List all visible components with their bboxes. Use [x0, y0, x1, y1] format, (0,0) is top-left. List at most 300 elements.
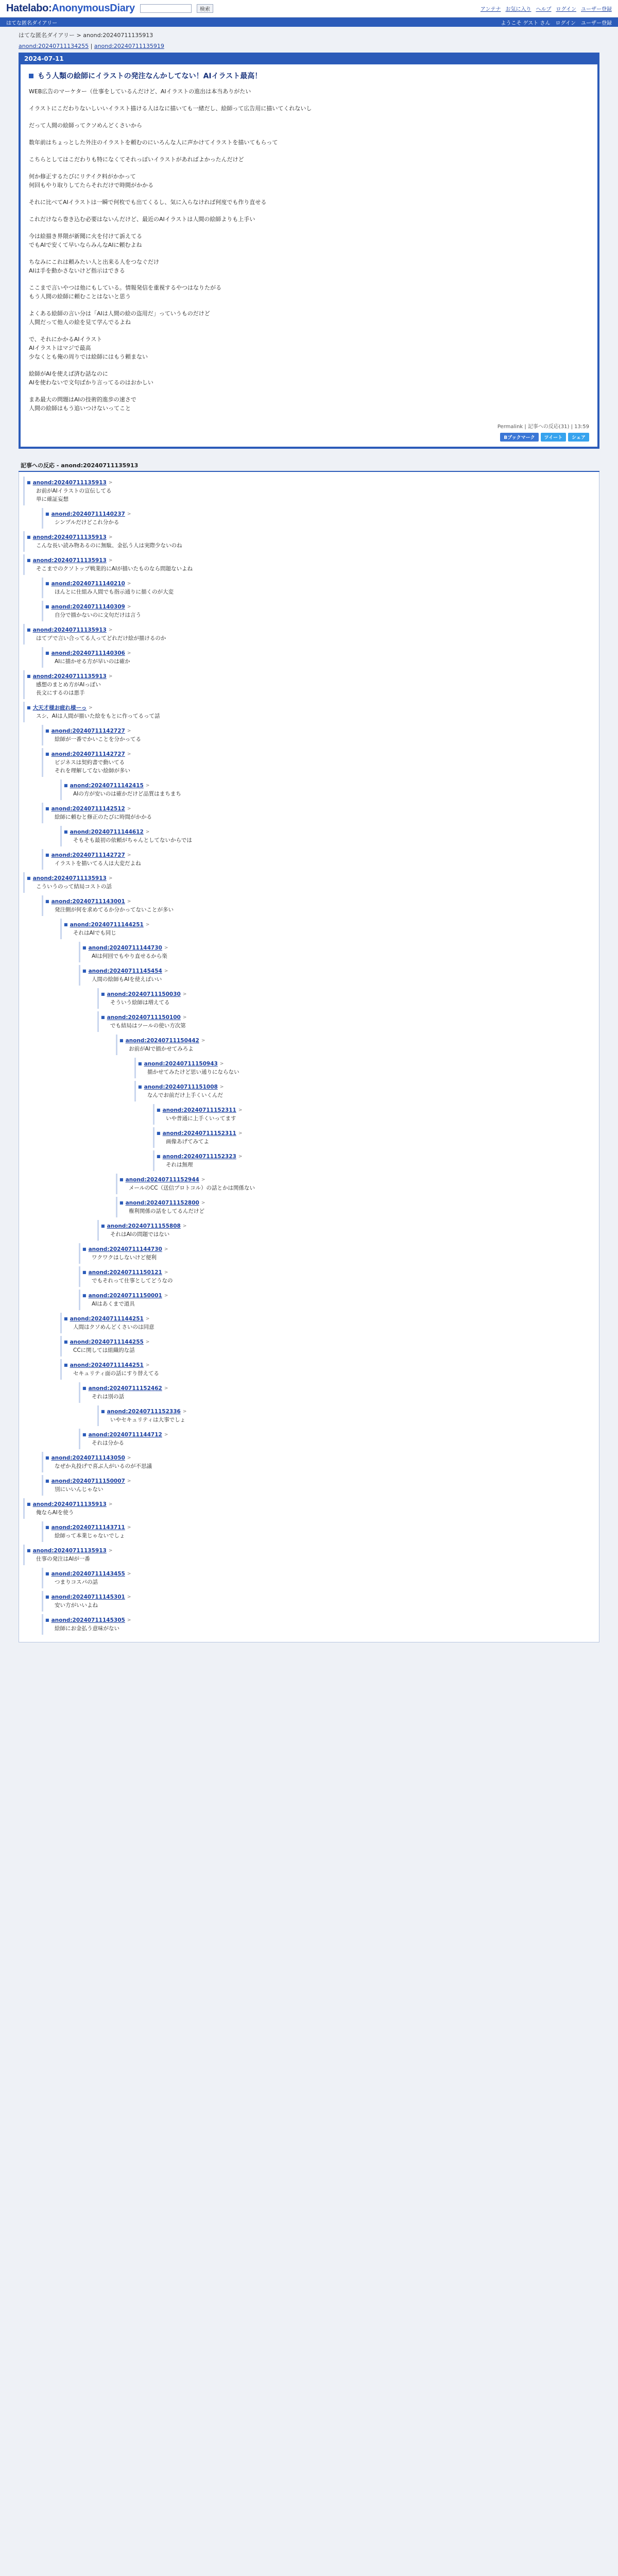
reply-arrow-icon[interactable]: > — [127, 1595, 131, 1600]
comment-text — [64, 1323, 595, 1331]
comment — [79, 1429, 595, 1449]
entry-date: 2024-07-11 — [19, 53, 599, 64]
comment-text — [45, 1624, 595, 1633]
entry-paragraph — [29, 121, 589, 130]
comment-line: シンプルだけどこれ分かる — [55, 519, 119, 526]
comment-header — [45, 1616, 595, 1624]
comment-link[interactable]: anond:20240711144251 — [70, 1362, 144, 1368]
reply-arrow-icon[interactable]: > — [164, 1386, 168, 1391]
comment-text — [82, 952, 595, 960]
reply-arrow-icon[interactable]: > — [89, 705, 93, 710]
comment — [116, 1197, 595, 1217]
reply-arrow-icon[interactable]: > — [127, 1525, 131, 1530]
comment-square-icon: ■ — [45, 806, 49, 811]
comment — [23, 1498, 595, 1519]
comment-square-icon: ■ — [45, 512, 49, 516]
comment-square-icon: ■ — [138, 1061, 142, 1066]
comment-text — [27, 1555, 595, 1563]
reply-arrow-icon[interactable]: > — [127, 651, 131, 656]
comment-link[interactable]: anond:20240711135913 — [32, 557, 107, 564]
reply-arrow-icon[interactable]: > — [127, 899, 131, 904]
welcome-text: ようこそ ゲスト さん — [501, 20, 551, 26]
reply-arrow-icon[interactable]: > — [238, 1131, 243, 1136]
comment — [42, 578, 595, 598]
comment-text — [101, 998, 595, 1007]
reply-arrow-icon[interactable]: > — [108, 628, 113, 633]
comment-square-icon: ■ — [45, 899, 49, 904]
comment-link[interactable]: anond:20240711150442 — [125, 1038, 199, 1044]
comment-line: でもそれって仕事としてどうなの — [92, 1278, 173, 1284]
comment-header — [119, 1176, 595, 1184]
comment-header — [82, 1292, 595, 1300]
entry-text — [29, 87, 589, 413]
comment-header — [82, 944, 595, 952]
comment-header — [45, 805, 595, 813]
comment-link[interactable]: anond:20240711142727 — [51, 751, 125, 757]
entry-line: 今は絵描き界隈が新聞に火を付けて訴えてる — [29, 233, 142, 240]
comment-link[interactable]: anond:20240711140237 — [51, 511, 125, 517]
reply-arrow-icon[interactable]: > — [108, 1548, 113, 1553]
comment-square-icon: ■ — [45, 1525, 49, 1530]
comment — [23, 554, 595, 575]
comment — [97, 1405, 595, 1426]
comment-square-icon: ■ — [45, 1595, 49, 1599]
comment-link[interactable]: anond:20240711144251 — [70, 922, 144, 928]
comment-square-icon: ■ — [82, 1386, 87, 1391]
comment-line: AIは何回でもやり直せるから楽 — [92, 953, 167, 959]
reply-arrow-icon[interactable]: > — [164, 1432, 168, 1437]
comment-header — [82, 1268, 595, 1277]
comment-header — [138, 1083, 595, 1091]
reply-arrow-icon[interactable]: > — [127, 853, 131, 858]
comment-header — [45, 649, 595, 657]
comment-line: ビジネスは契約書で動いてる — [55, 759, 125, 766]
comment-line: セキュリティ面の話にすり替えてる — [73, 1370, 159, 1377]
entry-paragraph — [29, 198, 589, 207]
comment — [42, 1452, 595, 1472]
comment-header — [45, 727, 595, 735]
comment-header — [45, 510, 595, 518]
comment-link[interactable]: anond:20240711152323 — [162, 1154, 236, 1160]
comment-square-icon: ■ — [45, 604, 49, 609]
comment-link[interactable]: anond:20240711152311 — [162, 1130, 236, 1137]
comment-header — [82, 967, 595, 975]
reply-arrow-icon[interactable]: > — [127, 1479, 131, 1484]
comment-line: 人間はクソめんどくさいのは同意 — [73, 1324, 154, 1330]
entry-body — [19, 64, 599, 448]
comment-square-icon: ■ — [27, 674, 31, 679]
reply-arrow-icon[interactable]: > — [127, 512, 131, 517]
reply-arrow-icon[interactable]: > — [182, 1015, 187, 1020]
reply-arrow-icon[interactable]: > — [127, 1618, 131, 1623]
comment-link[interactable]: anond:20240711150100 — [107, 1014, 181, 1021]
comment-text — [45, 906, 595, 914]
entry-paragraph — [29, 215, 589, 224]
entry-line: 何回もやり取りしてたらそれだけで時間がかかる — [29, 182, 153, 189]
reply-arrow-icon[interactable]: > — [145, 1363, 150, 1368]
comment-line: それは無理 — [166, 1162, 193, 1168]
entry — [19, 53, 599, 449]
comment-link[interactable]: anond:20240711152462 — [88, 1385, 162, 1392]
comment — [60, 1336, 595, 1357]
comment-line: でも結局はツールの使い方次第 — [110, 1023, 186, 1029]
comment-line: 絵師に頼むと修正のたびに時間がかかる — [55, 814, 152, 820]
comment-text — [119, 1184, 595, 1192]
comment-square-icon: ■ — [27, 558, 31, 563]
comment-link[interactable]: anond:20240711135913 — [32, 1501, 107, 1507]
comment-link[interactable]: anond:20240711135913 — [32, 534, 107, 540]
comment-header — [64, 921, 595, 929]
comment-square-icon: ■ — [119, 1038, 124, 1043]
comment-line: お前がAIで描かせてみろよ — [129, 1046, 194, 1052]
comment-text — [64, 1369, 595, 1378]
comment — [153, 1150, 595, 1171]
comment-line: そこまでのクソトップ戦業的にAIが描いたものなら問題ないよね — [36, 566, 193, 572]
comment-link[interactable]: anond:20240711152311 — [162, 1107, 236, 1113]
comment-link[interactable]: anond:20240711135913 — [32, 627, 107, 633]
entry-paragraph — [29, 258, 589, 275]
comment-square-icon: ■ — [101, 1015, 105, 1020]
entry-paragraph — [29, 395, 589, 413]
logo-part-1: Hatelabo: — [6, 3, 52, 14]
comment-link[interactable]: 大天才様お疲れ様ーっ — [32, 705, 87, 711]
next-entry-link[interactable]: anond:20240711135919 — [94, 43, 164, 49]
top-link-login[interactable]: ログイン — [556, 7, 576, 12]
comment-line: こういうのって結局コストの話 — [36, 884, 112, 890]
comment-line: いやセキュリティは大事でしょ — [110, 1417, 185, 1423]
comment-square-icon: ■ — [138, 1084, 142, 1089]
comment-square-icon: ■ — [119, 1177, 124, 1182]
entry-footer — [29, 421, 589, 430]
entry-paragraph — [29, 335, 589, 361]
comment-square-icon: ■ — [45, 1455, 49, 1460]
share-buttons — [29, 433, 589, 442]
comment — [42, 1568, 595, 1588]
comment-text — [45, 758, 595, 775]
reply-arrow-icon[interactable]: > — [201, 1038, 205, 1043]
comment-link[interactable]: anond:20240711143455 — [51, 1571, 125, 1577]
subbar-login[interactable]: ログイン — [555, 20, 576, 26]
reply-arrow-icon[interactable]: > — [238, 1108, 243, 1113]
comment-link[interactable]: anond:20240711150030 — [107, 991, 181, 997]
reply-arrow-icon[interactable]: > — [201, 1200, 205, 1206]
comment-square-icon: ■ — [27, 876, 31, 880]
comment-link[interactable]: anond:20240711142727 — [51, 852, 125, 858]
comment-line: AIの方が安いのは確かだけど品質はまちまち — [73, 791, 181, 797]
reply-arrow-icon[interactable]: > — [182, 1224, 187, 1229]
comment-link[interactable]: anond:20240711142512 — [51, 806, 125, 812]
comment — [42, 647, 595, 668]
comment-link[interactable]: anond:20240711142415 — [70, 783, 144, 789]
comment-text — [27, 634, 595, 642]
comment-header — [27, 672, 595, 681]
comment-square-icon: ■ — [82, 1432, 87, 1437]
references-list — [19, 472, 599, 1642]
comment-text — [82, 1300, 595, 1308]
comment — [23, 872, 595, 893]
reply-arrow-icon[interactable]: > — [108, 876, 113, 881]
comment-header — [45, 750, 595, 758]
reply-arrow-icon[interactable]: > — [145, 922, 150, 927]
comment-link[interactable]: anond:20240711155808 — [107, 1223, 181, 1229]
comment-text — [82, 1277, 595, 1285]
comment-header — [45, 897, 595, 906]
comment-square-icon: ■ — [119, 1200, 124, 1205]
comment — [42, 1521, 595, 1542]
comment-line: こんな長い読み物あるのに無駄、金払う人は実際少ないのね — [36, 543, 182, 549]
comment — [60, 1313, 595, 1333]
comment-line: つまりコスパの話 — [55, 1579, 98, 1585]
reply-arrow-icon[interactable]: > — [164, 969, 168, 974]
reply-arrow-icon[interactable]: > — [127, 1571, 131, 1577]
comment-square-icon: ■ — [64, 922, 68, 927]
comment-link[interactable]: anond:20240711150943 — [144, 1061, 218, 1067]
comment-square-icon: ■ — [45, 1571, 49, 1576]
top-link-favorites[interactable]: お気に入り — [505, 7, 531, 12]
comment-link[interactable]: anond:20240711144730 — [88, 1246, 162, 1252]
comment-line: 絵師が一番でかいことを分かってる — [55, 736, 141, 742]
reply-arrow-icon[interactable]: > — [108, 535, 113, 540]
reply-arrow-icon[interactable]: > — [145, 829, 150, 835]
comment-square-icon: ■ — [27, 705, 31, 710]
reply-arrow-icon[interactable]: > — [164, 945, 168, 951]
comment-text — [101, 1230, 595, 1239]
comment-line: 絵師にお金払う意味がない — [55, 1625, 119, 1632]
comment-link[interactable]: anond:20240711144730 — [88, 945, 162, 951]
reply-arrow-icon[interactable]: > — [127, 1455, 131, 1461]
comment-header — [64, 1361, 595, 1369]
comment-square-icon: ■ — [45, 1479, 49, 1483]
reply-arrow-icon[interactable]: > — [145, 1340, 150, 1345]
comment-header — [27, 1547, 595, 1555]
comment-link[interactable]: anond:20240711135913 — [32, 480, 107, 486]
comment-header — [45, 1570, 595, 1578]
tweet-button[interactable]: ツイート — [541, 433, 566, 442]
search-button[interactable]: 検索 — [197, 4, 213, 13]
comment-link[interactable]: anond:20240711135913 — [32, 875, 107, 882]
entry-line: 人間の絵師はもう追いつけないってこと — [29, 405, 131, 412]
entry-paragraph — [29, 104, 589, 113]
subbar-register[interactable]: ユーザー登録 — [581, 20, 612, 26]
comment-link[interactable]: anond:20240711152944 — [125, 1177, 199, 1183]
comment-link[interactable]: anond:20240711135913 — [32, 1548, 107, 1554]
comment-link[interactable]: anond:20240711142727 — [51, 728, 125, 734]
reply-arrow-icon[interactable]: > — [164, 1293, 168, 1298]
comment-link[interactable]: anond:20240711144712 — [88, 1432, 162, 1438]
comment-line: CCに関しては組織的な話 — [73, 1347, 135, 1353]
comment-link[interactable]: anond:20240711150121 — [88, 1269, 162, 1276]
comment-text — [45, 588, 595, 596]
comment-header — [27, 479, 595, 487]
comment-link[interactable]: anond:20240711152800 — [125, 1200, 199, 1206]
comment — [116, 1174, 595, 1194]
comment-link[interactable]: anond:20240711143711 — [51, 1524, 125, 1531]
bookmark-button[interactable]: Bブックマーク — [500, 433, 538, 442]
comment — [97, 988, 595, 1009]
comment-link[interactable]: anond:20240711145454 — [88, 968, 162, 974]
reply-arrow-icon[interactable]: > — [164, 1247, 168, 1252]
comment-line: ワクワクはしないけど便利 — [92, 1255, 157, 1261]
entry-line: ちなみにこれは頼みたい人と出来る人をつなぐだけ — [29, 259, 159, 265]
comment-line: 人間の絵師もAIを使えばいい — [92, 976, 162, 982]
comment-text — [27, 1509, 595, 1517]
entry-line: それに比べてAIイラストは一瞬で何枚でも出てくるし、気に入らなければ何度でも作り直せる — [29, 199, 267, 206]
comment-header — [64, 1315, 595, 1323]
entry-paragraph — [29, 155, 589, 164]
comment-square-icon: ■ — [82, 969, 87, 973]
comment-link[interactable]: anond:20240711143050 — [51, 1455, 125, 1461]
comment-line: AIはあくまで道具 — [92, 1301, 135, 1307]
comment-header — [157, 1106, 595, 1114]
comment-square-icon: ■ — [64, 1363, 68, 1367]
entry-line: ここまで言いやつは他にもしている。情報発信を重視するやつはなりたがる — [29, 284, 221, 291]
reply-arrow-icon[interactable]: > — [182, 1409, 187, 1414]
reply-arrow-icon[interactable]: > — [127, 604, 131, 609]
entry-title[interactable] — [29, 71, 589, 81]
comment-square-icon: ■ — [101, 1224, 105, 1228]
comment-line: メールのCC（送信プロトコル）の話とかは関係ない — [129, 1185, 255, 1191]
reply-arrow-icon[interactable]: > — [127, 806, 131, 811]
search-input[interactable] — [140, 4, 192, 13]
comment-header — [64, 782, 595, 790]
comment-line: 自分で描かないのに文句だけは言う — [55, 612, 141, 618]
entry-line: でもAIで安くて早いならみんなAIに頼むよね — [29, 242, 142, 248]
comment-link[interactable]: anond:20240711150001 — [88, 1293, 162, 1299]
comment-line: それはAIでも同じ — [73, 930, 116, 936]
comment-link[interactable]: anond:20240711144612 — [70, 829, 144, 835]
comment-link[interactable]: anond:20240711144251 — [70, 1316, 144, 1322]
comment-link[interactable]: anond:20240711140306 — [51, 650, 125, 656]
entry-line: 人間だって他人の絵を見て学んでるよね — [29, 319, 131, 326]
comment-line: お前がAIイラストの宣伝してる — [36, 488, 112, 494]
reply-arrow-icon[interactable]: > — [108, 1502, 113, 1507]
comment — [134, 1081, 595, 1101]
comment-text — [64, 1346, 595, 1354]
comment-square-icon: ■ — [27, 1548, 31, 1553]
comment-text — [82, 1253, 595, 1262]
reply-arrow-icon[interactable]: > — [108, 674, 113, 679]
comment-text — [27, 681, 595, 697]
comment-header — [157, 1153, 595, 1161]
reply-arrow-icon[interactable]: > — [238, 1154, 243, 1159]
title-square-icon — [29, 74, 33, 78]
comment-header — [119, 1037, 595, 1045]
comment-text — [138, 1068, 595, 1076]
comment — [42, 725, 595, 745]
reply-arrow-icon[interactable]: > — [219, 1084, 224, 1090]
reply-arrow-icon[interactable]: > — [219, 1061, 224, 1066]
comment — [79, 942, 595, 962]
comment-text — [157, 1114, 595, 1123]
site-logo[interactable] — [6, 3, 135, 14]
reply-arrow-icon[interactable]: > — [127, 581, 131, 586]
comment-text — [64, 836, 595, 844]
comment-text — [64, 929, 595, 937]
comment-link[interactable]: anond:20240711143001 — [51, 899, 125, 905]
entry-permalink[interactable]: Permalink | 記事への反応(31) | 13:59 — [497, 424, 589, 430]
comment-text — [27, 712, 595, 720]
reply-arrow-icon[interactable]: > — [145, 783, 150, 788]
comment — [60, 826, 595, 846]
breadcrumb: はてな匿名ダイアリー > anond:20240711135913 — [19, 32, 153, 39]
comment-link[interactable]: anond:20240711152336 — [107, 1409, 181, 1415]
comment — [60, 919, 595, 939]
comment-text — [45, 813, 595, 821]
comment-text — [64, 790, 595, 798]
comment — [42, 508, 595, 529]
comment-square-icon: ■ — [157, 1131, 161, 1136]
comment — [60, 1359, 595, 1380]
reply-arrow-icon[interactable]: > — [127, 728, 131, 734]
pager-sep: | — [89, 43, 94, 49]
comment-line: イラストを描いてる人は大変だよね — [55, 860, 141, 867]
reply-arrow-icon[interactable]: > — [201, 1177, 205, 1182]
comment-text — [82, 1439, 595, 1447]
comment-line: 権利関係の話をしてるんだけど — [129, 1208, 204, 1214]
reply-arrow-icon[interactable]: > — [145, 1316, 150, 1321]
comment-link[interactable]: anond:20240711145301 — [51, 1594, 125, 1600]
comment-line: AIに描かせる方が早いのは確か — [55, 658, 130, 665]
comment — [23, 1545, 595, 1565]
entry-paragraph — [29, 309, 589, 327]
share-button[interactable]: シェア — [568, 433, 589, 442]
comment-header — [64, 828, 595, 836]
comment-link[interactable]: anond:20240711140309 — [51, 604, 125, 610]
comment-line: なんでお前だけ上手くいくんだ — [147, 1092, 223, 1098]
top-link-help[interactable]: ヘルプ — [536, 7, 552, 12]
comment-header — [45, 1593, 595, 1601]
comment-link[interactable]: anond:20240711151008 — [144, 1084, 218, 1090]
comment-text — [138, 1091, 595, 1099]
comment — [23, 477, 595, 505]
comment — [42, 1475, 595, 1496]
reply-arrow-icon[interactable]: > — [108, 480, 113, 485]
reply-arrow-icon[interactable]: > — [182, 992, 187, 997]
top-link-register[interactable]: ユーザー登録 — [581, 7, 612, 12]
comment-line: 描かせてみたけど思い通りにならない — [147, 1069, 239, 1075]
comment-header — [64, 1338, 595, 1346]
comment-square-icon: ■ — [27, 1502, 31, 1506]
comment-link[interactable]: anond:20240711145305 — [51, 1617, 125, 1623]
comment-link[interactable]: anond:20240711140210 — [51, 581, 125, 587]
comment-link[interactable]: anond:20240711144255 — [70, 1339, 144, 1345]
reply-arrow-icon[interactable]: > — [108, 558, 113, 563]
comment-square-icon: ■ — [101, 1409, 105, 1414]
comment-square-icon: ■ — [101, 992, 105, 996]
comment-header — [82, 1245, 595, 1253]
entry-line: AIを使わないで文句ばかり言ってるのはおかしい — [29, 379, 153, 386]
entry-line: まあ最大の問題はAIの技術的進歩の速さで — [29, 396, 136, 403]
reply-arrow-icon[interactable]: > — [164, 1270, 168, 1275]
top-link-antenna[interactable]: アンテナ — [480, 7, 501, 12]
sub-bar — [0, 18, 618, 27]
comment-header — [119, 1199, 595, 1207]
prev-entry-link[interactable]: anond:20240711134255 — [19, 43, 89, 49]
top-links — [480, 5, 612, 12]
entry-paragraph — [29, 87, 589, 96]
comment-header — [101, 990, 595, 998]
comment-link[interactable]: anond:20240711150007 — [51, 1478, 125, 1484]
comment-text — [27, 883, 595, 891]
entry-line: 何か修正するたびにリテイク料がかかって — [29, 173, 136, 180]
comment-header — [82, 1384, 595, 1393]
comment-text — [101, 1022, 595, 1030]
entry-line: よくある絵師の言い分は「AIは人間の絵の盗用だ」っていうものだけど — [29, 310, 210, 317]
comment-header — [27, 556, 595, 565]
comment-link[interactable]: anond:20240711135913 — [32, 673, 107, 680]
comment-square-icon: ■ — [82, 1247, 87, 1251]
reply-arrow-icon[interactable]: > — [127, 752, 131, 757]
